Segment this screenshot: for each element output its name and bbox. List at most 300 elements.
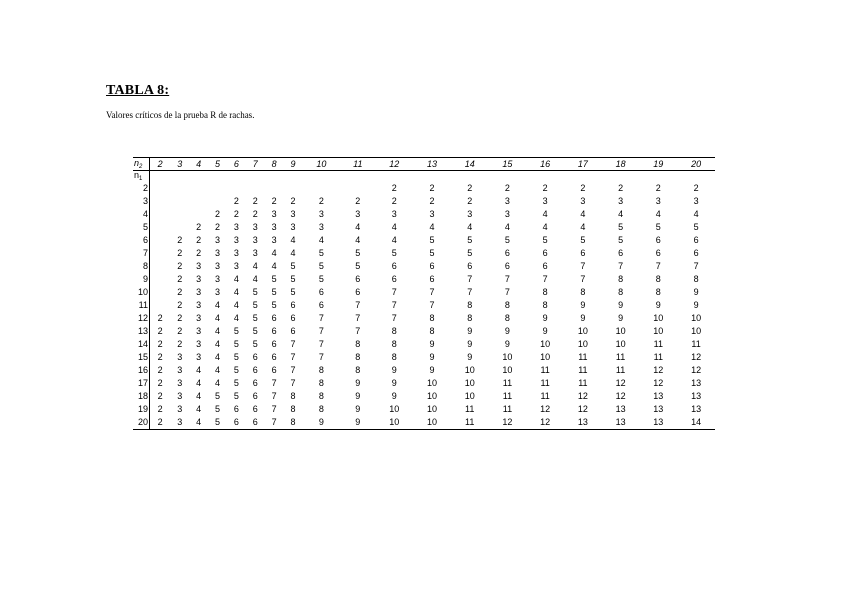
table-cell: 4 — [233, 287, 239, 297]
table-cell: 3 — [214, 287, 220, 297]
table-cell: 7 — [290, 339, 296, 349]
table-cell: 9 — [542, 326, 548, 336]
table-cell: 3 — [504, 196, 510, 206]
table-cell: 7 — [355, 326, 361, 336]
table-cell: 11 — [451, 416, 489, 430]
table-cell: 6 — [271, 352, 277, 362]
table-cell: 12 — [540, 404, 551, 414]
table-cell: 5 — [252, 326, 258, 336]
table-cell: 8 — [355, 339, 361, 349]
table-cell: 8 — [618, 287, 624, 297]
table-cell: 7 — [391, 300, 397, 310]
table-cell: 10 — [389, 404, 400, 414]
table-cell: 4 — [214, 352, 220, 362]
row-header-n1: 19 — [133, 403, 150, 416]
critical-values-table-container — [133, 157, 715, 430]
table-cell — [340, 182, 375, 195]
table-cell: 4 — [233, 300, 239, 310]
table-cell: 7 — [290, 352, 296, 362]
table-row — [133, 338, 715, 351]
table-cell: 9 — [467, 339, 473, 349]
table-row — [133, 364, 715, 377]
table-cell: 3 — [177, 404, 183, 414]
table-cell: 4 — [214, 313, 220, 323]
table-cell: 2 — [252, 209, 258, 219]
table-cell: 13 — [691, 404, 702, 414]
table-cell: 12 — [691, 352, 702, 362]
table-cell: 5 — [214, 391, 220, 401]
table-cell: 4 — [580, 209, 586, 219]
table-cell: 9 — [467, 352, 473, 362]
table-cell: 3 — [196, 261, 202, 271]
table-cell: 9 — [355, 378, 361, 388]
table-cell: 9 — [693, 300, 699, 310]
table-cell: 10 — [426, 378, 437, 388]
table-cell: 2 — [177, 261, 183, 271]
table-row — [133, 403, 715, 416]
table-cell: 11 — [578, 365, 588, 375]
table-cell: 5 — [467, 248, 473, 258]
table-cell: 5 — [290, 287, 296, 297]
table-cell — [227, 182, 246, 195]
column-header-n2-8: 8 — [265, 158, 284, 171]
table-cell: 6 — [252, 391, 258, 401]
table-cell: 8 — [429, 313, 435, 323]
table-cell: 5 — [618, 235, 624, 245]
table-cell: 7 — [467, 287, 473, 297]
table-cell: 4 — [618, 209, 624, 219]
table-row — [133, 273, 715, 286]
table-cell: 5 — [318, 261, 324, 271]
table-cell: 10 — [653, 326, 664, 336]
table-cell: 7 — [271, 391, 277, 401]
table-cell: 8 — [580, 287, 586, 297]
table-cell: 3 — [252, 235, 258, 245]
table-cell: 9 — [618, 313, 624, 323]
column-header-n2-13: 13 — [413, 158, 451, 171]
table-cell: 7 — [318, 339, 324, 349]
table-cell: 4 — [214, 326, 220, 336]
table-cell: 3 — [271, 209, 277, 219]
table-cell: 2 — [157, 313, 163, 323]
table-cell: 2 — [157, 378, 163, 388]
table-cell: 13 — [564, 416, 602, 430]
table-cell: 3 — [196, 287, 202, 297]
table-cell: 8 — [655, 274, 661, 284]
row-header-n1: 20 — [133, 416, 150, 430]
table-cell: 2 — [467, 183, 473, 193]
table-cell: 4 — [196, 365, 202, 375]
table-cell: 5 — [252, 287, 258, 297]
table-cell: 6 — [693, 235, 699, 245]
table-cell: 8 — [318, 378, 324, 388]
row-header-n1: 3 — [133, 195, 150, 208]
table-cell: 4 — [252, 274, 258, 284]
table-cell: 3 — [177, 391, 183, 401]
table-cell: 8 — [391, 339, 397, 349]
table-cell — [150, 182, 171, 195]
table-cell — [150, 221, 171, 234]
table-cell: 11 — [578, 352, 588, 362]
table-row — [133, 286, 715, 299]
table-cell: 6 — [655, 248, 661, 258]
table-cell: 3 — [233, 222, 239, 232]
table-cell: 2 — [467, 196, 473, 206]
column-header-n2-9: 9 — [284, 158, 303, 171]
table-cell: 6 — [467, 261, 473, 271]
column-header-n2-12: 12 — [375, 158, 413, 171]
table-cell: 5 — [271, 274, 277, 284]
table-cell: 10 — [691, 313, 702, 323]
table-cell: 5 — [290, 274, 296, 284]
column-header-n2-5: 5 — [208, 158, 227, 171]
table-cell: 7 — [618, 261, 624, 271]
table-cell: 11 — [653, 339, 663, 349]
table-cell — [170, 221, 189, 234]
table-cell: 10 — [540, 352, 551, 362]
table-cell: 3 — [271, 222, 277, 232]
table-cell — [150, 273, 171, 286]
table-cell: 5 — [208, 416, 227, 430]
table-cell: 11 — [691, 339, 701, 349]
table-cell: 2 — [655, 183, 661, 193]
n1-header — [133, 171, 150, 183]
table-cell: 4 — [189, 416, 208, 430]
table-cell: 12 — [615, 391, 626, 401]
table-cell: 2 — [157, 352, 163, 362]
table-cell: 5 — [252, 300, 258, 310]
table-cell: 12 — [577, 404, 588, 414]
table-cell: 9 — [542, 313, 548, 323]
table-cell: 10 — [502, 352, 513, 362]
table-cell: 10 — [577, 339, 588, 349]
table-cell: 6 — [252, 378, 258, 388]
table-cell: 6 — [318, 300, 324, 310]
table-cell: 4 — [252, 261, 258, 271]
row-header-n1: 18 — [133, 390, 150, 403]
column-header-n2-17: 17 — [564, 158, 602, 171]
table-cell: 2 — [542, 183, 548, 193]
table-cell: 8 — [542, 287, 548, 297]
table-cell: 6 — [252, 352, 258, 362]
table-cell: 9 — [429, 352, 435, 362]
table-cell: 6 — [580, 248, 586, 258]
row-header-n1: 13 — [133, 325, 150, 338]
table-cell: 2 — [177, 326, 183, 336]
table-cell: 7 — [271, 378, 277, 388]
table-cell — [150, 234, 171, 247]
table-cell: 6 — [618, 248, 624, 258]
table-cell: 11 — [502, 378, 513, 388]
table-cell: 2 — [391, 183, 397, 193]
n2-subscript: 2 — [139, 163, 143, 170]
row-header-n1: 4 — [133, 208, 150, 221]
table-cell: 3 — [196, 274, 202, 284]
column-header-n2-4: 4 — [189, 158, 208, 171]
table-cell: 4 — [355, 235, 361, 245]
table-cell: 7 — [355, 300, 361, 310]
table-cell: 3 — [290, 209, 296, 219]
table-cell: 4 — [542, 209, 548, 219]
table-cell: 6 — [290, 300, 296, 310]
table-cell — [265, 182, 284, 195]
table-cell: 6 — [252, 365, 258, 375]
table-cell: 7 — [655, 261, 661, 271]
table-cell: 2 — [196, 248, 202, 258]
table-cell: 8 — [618, 274, 624, 284]
table-cell: 2 — [157, 365, 163, 375]
table-cell: 9 — [340, 416, 375, 430]
column-header-n2-7: 7 — [246, 158, 265, 171]
table-cell: 13 — [653, 404, 664, 414]
table-cell: 10 — [464, 378, 475, 388]
table-cell: 6 — [271, 365, 277, 375]
table-cell: 9 — [580, 313, 586, 323]
table-cell: 6 — [271, 313, 277, 323]
table-cell: 5 — [655, 222, 661, 232]
table-cell: 7 — [542, 274, 548, 284]
table-cell: 5 — [252, 339, 258, 349]
table-cell: 5 — [271, 300, 277, 310]
table-cell: 13 — [602, 416, 640, 430]
table-row — [133, 247, 715, 260]
table-cell: 2 — [355, 196, 361, 206]
table-cell: 4 — [196, 404, 202, 414]
table-cell — [150, 299, 171, 312]
table-cell: 8 — [318, 391, 324, 401]
table-row — [133, 299, 715, 312]
table-cell: 3 — [233, 248, 239, 258]
table-cell: 5 — [355, 261, 361, 271]
column-header-n2-6: 6 — [227, 158, 246, 171]
column-header-n2-19: 19 — [639, 158, 677, 171]
table-cell: 3 — [655, 196, 661, 206]
table-cell: 2 — [580, 183, 586, 193]
table-cell: 3 — [252, 222, 258, 232]
table-cell: 3 — [429, 209, 435, 219]
table-cell: 2 — [150, 416, 171, 430]
table-cell: 4 — [504, 222, 510, 232]
table-cell: 2 — [233, 209, 239, 219]
table-cell: 3 — [196, 300, 202, 310]
table-cell: 9 — [504, 326, 510, 336]
table-cell: 2 — [177, 287, 183, 297]
table-cell: 11 — [502, 391, 513, 401]
table-cell: 9 — [655, 300, 661, 310]
n1-row-spacer — [150, 171, 716, 183]
table-cell: 3 — [214, 261, 220, 271]
table-cell: 4 — [196, 391, 202, 401]
table-cell: 6 — [233, 404, 239, 414]
table-cell: 10 — [375, 416, 413, 430]
table-cell: 2 — [157, 404, 163, 414]
table-cell: 8 — [467, 313, 473, 323]
table-cell: 5 — [214, 404, 220, 414]
table-cell: 5 — [233, 378, 239, 388]
table-cell: 11 — [615, 365, 626, 375]
table-cell: 9 — [391, 391, 397, 401]
table-cell: 2 — [214, 222, 220, 232]
table-cell: 6 — [391, 274, 397, 284]
table-cell: 4 — [542, 222, 548, 232]
table-cell: 4 — [580, 222, 586, 232]
table-cell: 4 — [290, 248, 296, 258]
table-cell: 5 — [542, 235, 548, 245]
table-row — [133, 221, 715, 234]
table-cell: 3 — [391, 209, 397, 219]
table-cell: 14 — [677, 416, 715, 430]
table-cell: 9 — [504, 339, 510, 349]
table-cell: 2 — [157, 326, 163, 336]
table-cell: 5 — [429, 248, 435, 258]
table-cell: 5 — [355, 248, 361, 258]
table-row — [133, 260, 715, 273]
table-cell: 7 — [429, 300, 435, 310]
table-cell: 2 — [429, 196, 435, 206]
table-cell: 8 — [504, 300, 510, 310]
table-cell: 3 — [214, 235, 220, 245]
table-cell: 4 — [214, 339, 220, 349]
table-cell: 6 — [542, 248, 548, 258]
table-cell: 2 — [157, 339, 163, 349]
table-cell — [150, 195, 171, 208]
column-header-n2-11: 11 — [340, 158, 375, 171]
table-cell — [284, 182, 303, 195]
table-cell: 11 — [465, 404, 475, 414]
table-cell: 5 — [391, 248, 397, 258]
table-cell: 4 — [467, 222, 473, 232]
table-cell: 7 — [271, 404, 277, 414]
table-cell: 7 — [318, 352, 324, 362]
table-cell: 5 — [233, 326, 239, 336]
table-cell: 6 — [693, 248, 699, 258]
table-cell: 6 — [271, 326, 277, 336]
table-cell: 6 — [504, 248, 510, 258]
table-cell: 2 — [233, 196, 239, 206]
table-cell: 7 — [580, 274, 586, 284]
table-cell: 3 — [467, 209, 473, 219]
table-cell: 7 — [504, 274, 510, 284]
table-cell: 3 — [196, 313, 202, 323]
table-cell: 6 — [290, 313, 296, 323]
table-row — [133, 416, 715, 430]
table-cell: 6 — [290, 326, 296, 336]
column-header-n2-16: 16 — [526, 158, 564, 171]
table-cell: 10 — [540, 339, 551, 349]
table-cell — [189, 182, 208, 195]
table-cell: 11 — [653, 352, 663, 362]
table-cell: 10 — [653, 313, 664, 323]
row-header-n1: 6 — [133, 234, 150, 247]
table-cell: 6 — [355, 274, 361, 284]
table-cell: 3 — [177, 365, 183, 375]
table-cell: 3 — [290, 222, 296, 232]
table-cell — [170, 195, 189, 208]
table-cell: 13 — [615, 404, 626, 414]
table-cell — [150, 247, 171, 260]
table-row — [133, 351, 715, 364]
row-header-n1: 2 — [133, 182, 150, 195]
row-header-n1: 8 — [133, 260, 150, 273]
table-cell: 5 — [318, 248, 324, 258]
column-header-row — [133, 158, 715, 171]
table-cell: 5 — [271, 287, 277, 297]
table-cell: 12 — [577, 391, 588, 401]
table-cell: 7 — [693, 261, 699, 271]
table-cell: 3 — [196, 339, 202, 349]
table-cell: 4 — [391, 235, 397, 245]
table-cell: 13 — [691, 378, 702, 388]
row-header-n1: 5 — [133, 221, 150, 234]
table-cell: 7 — [504, 287, 510, 297]
table-cell: 3 — [504, 209, 510, 219]
table-row — [133, 312, 715, 325]
table-cell: 5 — [233, 391, 239, 401]
table-cell: 10 — [502, 365, 513, 375]
table-cell: 12 — [653, 365, 664, 375]
row-header-n1: 7 — [133, 247, 150, 260]
row-header-n1: 10 — [133, 286, 150, 299]
table-cell: 4 — [391, 222, 397, 232]
critical-values-table — [133, 157, 715, 430]
table-cell: 4 — [214, 300, 220, 310]
table-cell: 8 — [318, 365, 324, 375]
table-cell — [189, 208, 208, 221]
table-cell: 8 — [290, 404, 296, 414]
table-cell: 4 — [429, 222, 435, 232]
table-cell: 4 — [318, 235, 324, 245]
table-cell: 4 — [271, 261, 277, 271]
table-cell: 3 — [580, 196, 586, 206]
table-cell: 6 — [429, 274, 435, 284]
table-cell: 12 — [489, 416, 527, 430]
row-header-n1: 12 — [133, 312, 150, 325]
table-cell: 8 — [290, 391, 296, 401]
table-cell: 2 — [177, 339, 183, 349]
table-cell: 11 — [540, 365, 550, 375]
table-cell: 11 — [540, 378, 550, 388]
column-header-n2-18: 18 — [602, 158, 640, 171]
table-cell: 5 — [233, 339, 239, 349]
table-cell: 7 — [429, 287, 435, 297]
column-header-n2-3: 3 — [170, 158, 189, 171]
table-cell — [208, 182, 227, 195]
table-cell — [246, 182, 265, 195]
table-cell: 3 — [618, 196, 624, 206]
table-cell: 2 — [157, 391, 163, 401]
table-cell: 2 — [177, 313, 183, 323]
table-cell — [170, 208, 189, 221]
table-cell: 5 — [318, 274, 324, 284]
table-cell: 3 — [542, 196, 548, 206]
table-cell: 2 — [177, 300, 183, 310]
table-cell: 2 — [429, 183, 435, 193]
table-cell: 13 — [653, 391, 664, 401]
table-cell: 2 — [196, 222, 202, 232]
n1-subscript: 1 — [139, 176, 143, 182]
table-cell: 4 — [290, 235, 296, 245]
table-cell: 3 — [318, 222, 324, 232]
table-row — [133, 234, 715, 247]
table-cell: 13 — [639, 416, 677, 430]
table-cell: 8 — [391, 352, 397, 362]
table-cell: 12 — [526, 416, 564, 430]
table-cell: 9 — [391, 365, 397, 375]
table-cell: 2 — [504, 183, 510, 193]
table-cell: 9 — [391, 378, 397, 388]
table-cell: 7 — [391, 287, 397, 297]
column-header-n2-2: 2 — [150, 158, 171, 171]
